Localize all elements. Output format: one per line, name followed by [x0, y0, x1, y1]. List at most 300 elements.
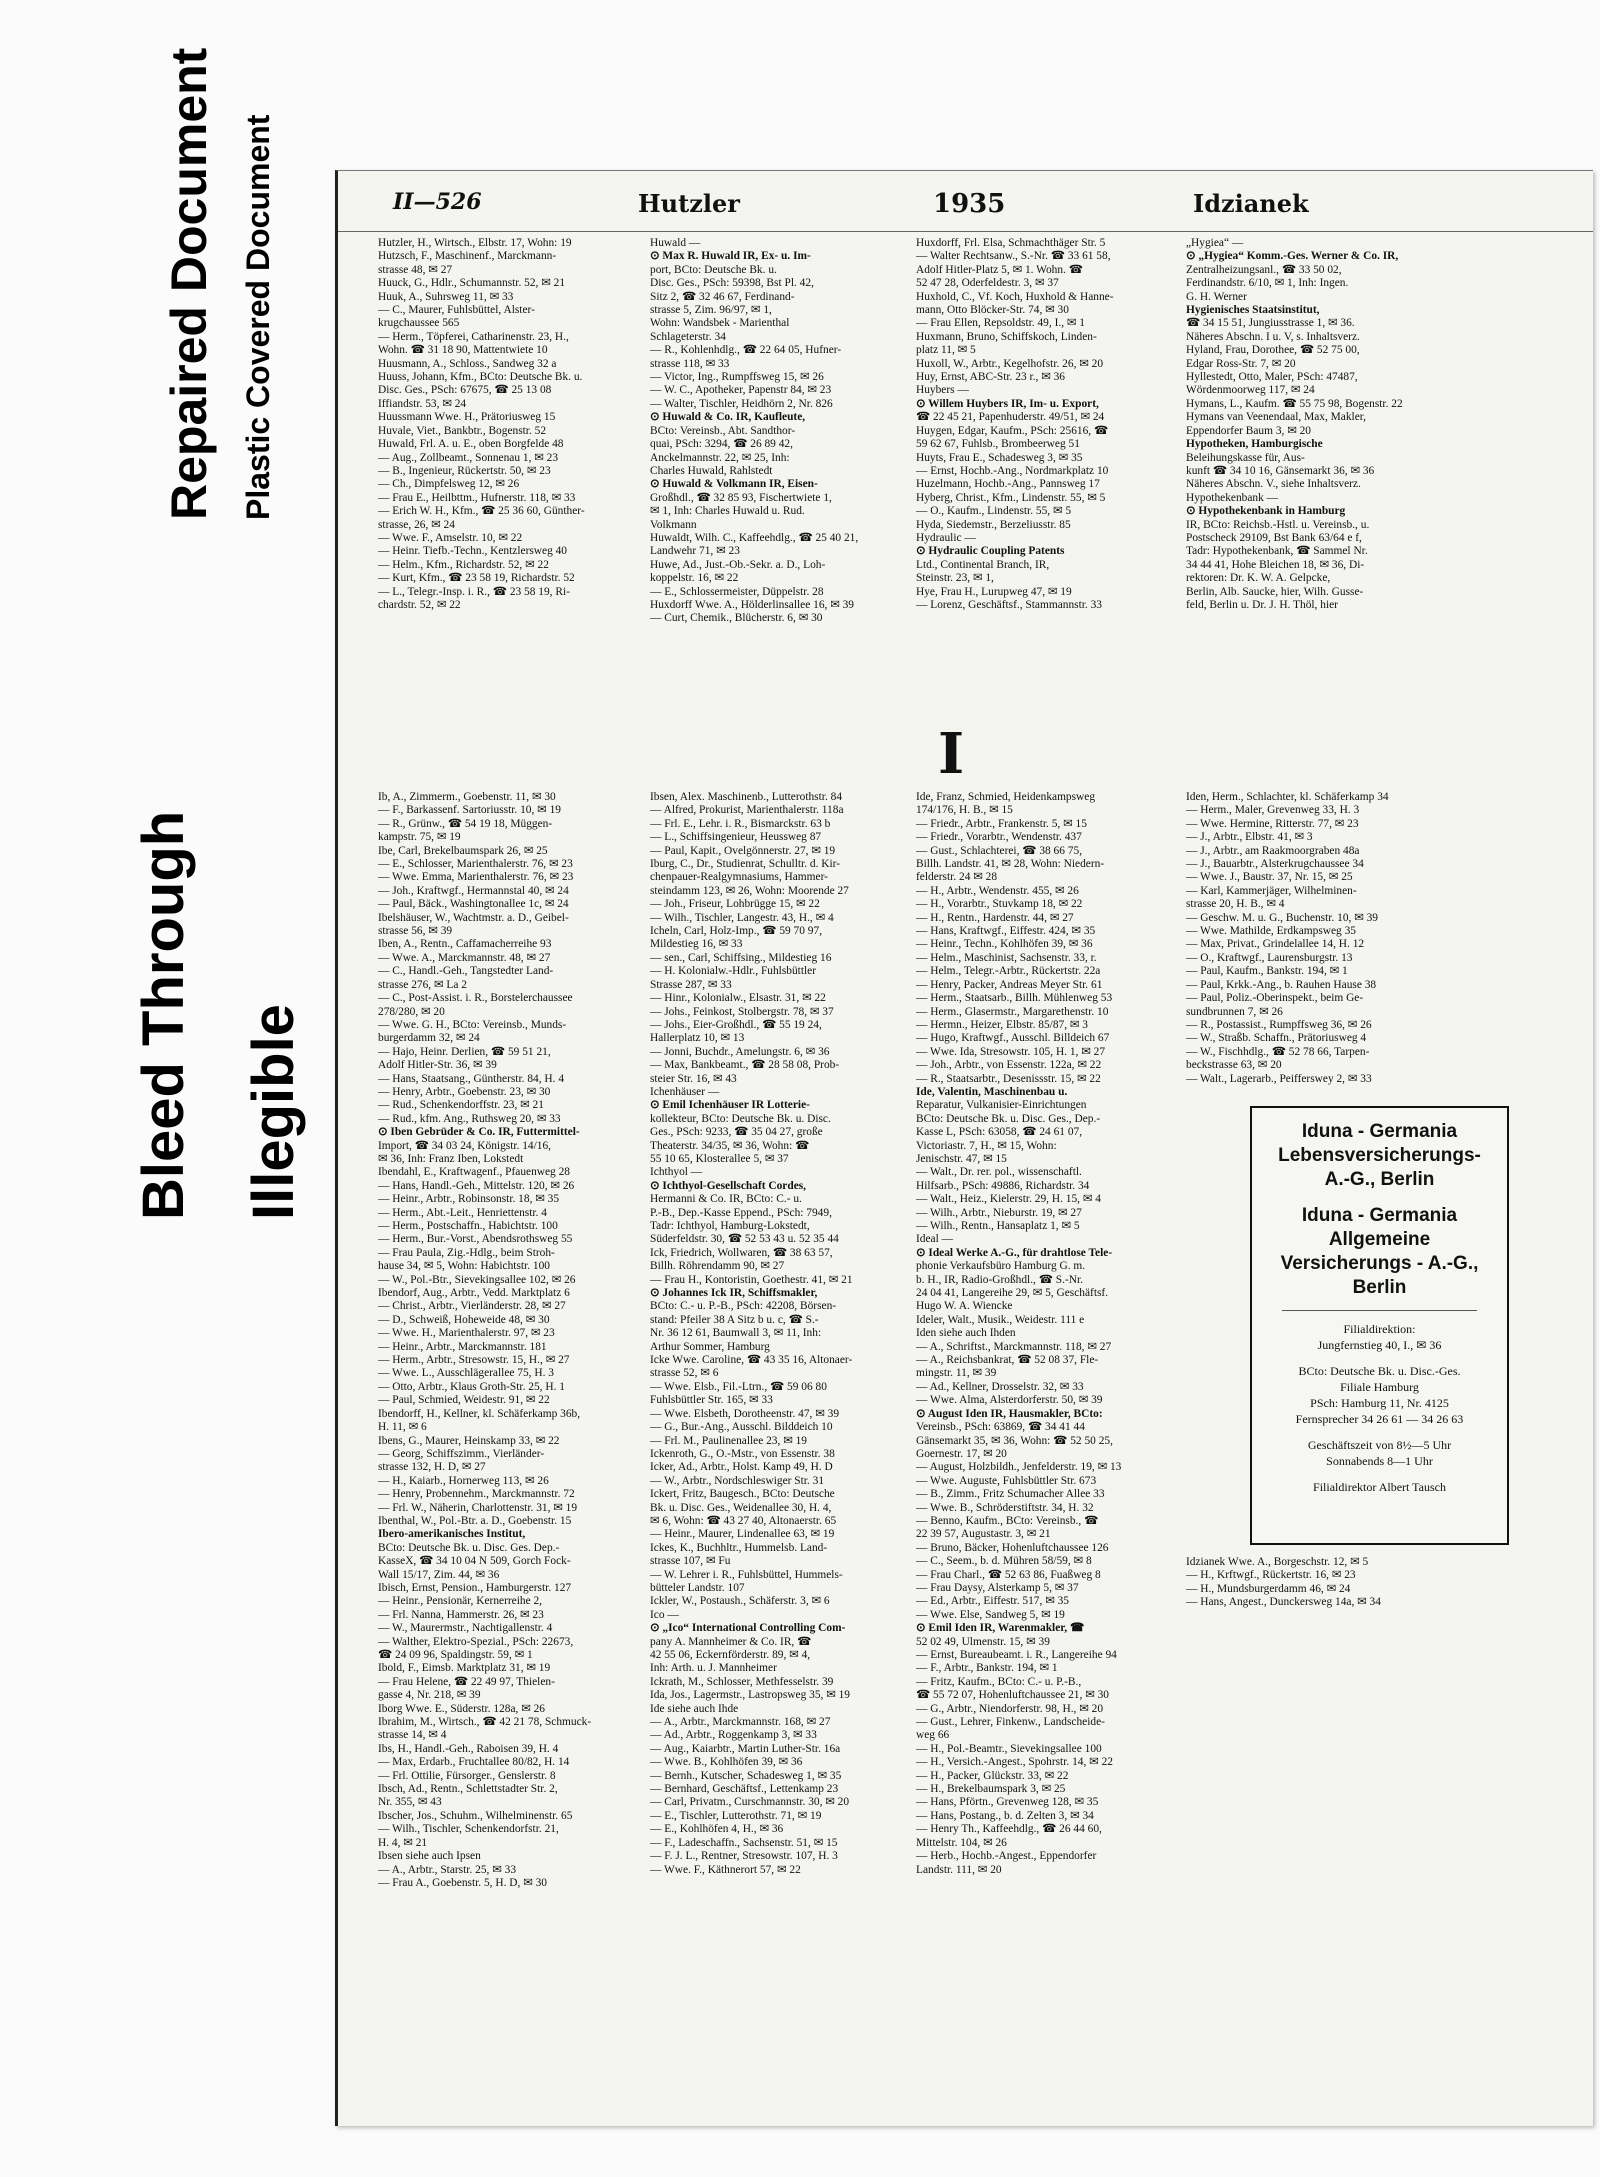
directory-entry: ✉ 1, Inh: Charles Huwald u. Rud. — [650, 505, 805, 518]
directory-entry: Ideler, Walt., Musik., Weidestr. 111 e — [916, 1313, 1085, 1326]
directory-entry: Adolf Hitler-Platz 5, ✉ 1. Wohn. ☎ — [916, 263, 1083, 276]
directory-entry: Iffiandstr. 53, ✉ 24 — [378, 397, 467, 410]
ad-title-line: Versicherungs - A.-G., — [1280, 1253, 1479, 1274]
directory-entry: Theaterstr. 34/35, ✉ 36, Wohn: ☎ — [650, 1139, 810, 1152]
directory-entry: Ltd., Continental Branch, IR, — [916, 558, 1050, 571]
directory-entry: H. 4, ✉ 21 — [378, 1836, 428, 1849]
directory-entry: Mittelstr. 104, ✉ 26 — [916, 1836, 1007, 1849]
label-plastic-covered: Plastic Covered Document — [240, 114, 276, 520]
directory-entry: ⊙ Ichthyol-Gesellschaft Cordes, — [650, 1179, 807, 1192]
ad-body-line: Filiale Hamburg — [1340, 1380, 1419, 1394]
directory-entry: BCto: Deutsche Bk. u. Disc. Ges., Dep.- — [916, 1112, 1101, 1125]
ad-body-line: Filialdirektor Albert Tausch — [1313, 1480, 1446, 1494]
ad-title-line: Lebensversicherungs- — [1278, 1145, 1481, 1166]
directory-entry: — Frl. E., Lehr. i. R., Bismarckstr. 63 b — [650, 817, 831, 830]
directory-entry: — Herm., Glasermstr., Margarethenstr. 10 — [916, 1005, 1109, 1018]
directory-entry: 55 10 65, Klosterallee 5, ✉ 37 — [650, 1152, 789, 1165]
iduna-advertisement — [1250, 1106, 1509, 1545]
header-rule — [338, 231, 1593, 232]
directory-entry: Ickrath, M., Schlosser, Methfesselstr. 39 — [650, 1675, 834, 1688]
directory-entry: — Walther, Elektro-Spezial., PSch: 22673, — [378, 1635, 574, 1648]
top-column-1 — [378, 237, 643, 707]
directory-entry: Iden siehe auch Ihden — [916, 1327, 1016, 1340]
directory-entry: — A., Arbtr., Starstr. 25, ✉ 33 — [378, 1863, 517, 1876]
directory-entry: — Rud., Schenkendorffstr. 23, ✉ 21 — [378, 1099, 544, 1112]
directory-entry: — Georg, Schiffszimm., Vierländer- — [378, 1447, 545, 1460]
directory-entry: Iburg, C., Dr., Studienrat, Schulltr. d. Kir- — [650, 858, 841, 871]
directory-entry: — B., Zimm., Fritz Schumacher Allee 33 — [916, 1488, 1105, 1501]
directory-entry: — Frl. M., Paulinenallee 23, ✉ 19 — [650, 1434, 807, 1447]
directory-entry: IR, BCto: Reichsb.-Hstl. u. Vereinsb., u. — [1186, 518, 1370, 531]
directory-entry: Ges., PSch: 9233, ☎ 35 04 27, große — [650, 1126, 823, 1139]
directory-entry: Iben, A., Rentn., Caffamacherreihe 93 — [378, 938, 552, 951]
directory-entry: Goernestr. 17, ✉ 20 — [916, 1447, 1007, 1460]
directory-entry: — Wilh., Rentn., Hansaplatz 1, ✉ 5 — [916, 1220, 1080, 1232]
directory-entry: Ibelshäuser, W., Wachtmstr. a. D., Geibel- — [378, 911, 569, 924]
directory-entry: steindamm 123, ✉ 26, Wohn: Moorende 27 — [650, 884, 849, 897]
directory-entry: — F. J. L., Rentner, Stresowstr. 107, H. 3 — [650, 1850, 838, 1863]
directory-entry: — Hans, Postang., b. d. Zelten 3, ✉ 34 — [916, 1809, 1094, 1822]
bottom-column-1 — [378, 791, 643, 2001]
directory-entry: BCto: Vereinsb., Abt. Sandthor- — [650, 424, 796, 437]
directory-entry: — Herm., Arbtr., Stresowstr. 15, H., ✉ 27 — [378, 1354, 570, 1367]
directory-entry: strasse 132, H. D, ✉ 27 — [378, 1461, 486, 1474]
directory-entry: Ibrahim, M., Wirtsch., ☎ 42 21 78, Schmuck- — [378, 1716, 592, 1729]
directory-entry: — A., Reichsbankrat, ☎ 52 08 37, Fle- — [916, 1354, 1099, 1367]
directory-entry: — Bernhard, Geschäftsf., Lettenkamp 23 — [650, 1783, 839, 1796]
directory-entry: 42 55 06, Eckernförderstr. 89, ✉ 4, — [650, 1649, 811, 1661]
directory-entry: — Johs., Feinkost, Stolbergstr. 78, ✉ 37 — [650, 1005, 834, 1018]
directory-entry: Strasse 287, ✉ 33 — [650, 978, 732, 991]
directory-entry: — Wwe. Hermine, Ritterstr. 77, ✉ 23 — [1186, 817, 1359, 830]
directory-entry: — Walt., Dr. rer. pol., wissenschaftl. — [916, 1166, 1082, 1179]
directory-entry: — Wilh., Arbtr., Nieburstr. 19, ✉ 27 — [916, 1206, 1082, 1219]
directory-entry: weg 66 — [916, 1729, 950, 1742]
directory-entry: Ide, Franz, Schmied, Heidenkampsweg — [916, 791, 1096, 803]
directory-entry: — Hugo, Kraftwgf., Ausschl. Billdeich 67 — [916, 1032, 1110, 1045]
directory-entry: — Ad., Kellner, Drosselstr. 32, ✉ 33 — [916, 1380, 1084, 1393]
directory-entry: strasse 20, H. B., ✉ 4 — [1186, 898, 1285, 911]
directory-entry: — Joh., Kraftwgf., Hermannstal 40, ✉ 24 — [378, 884, 569, 897]
directory-entry: — Frau E., Heilbttm., Hufnerstr. 118, ✉ 33 — [378, 491, 576, 504]
directory-entry: Hyland, Frau, Dorothee, ☎ 52 75 00, — [1186, 344, 1360, 357]
directory-entry: — Wwe. G. H., BCto: Vereinsb., Munds- — [378, 1018, 567, 1031]
directory-entry: Steinstr. 23, ✉ 1, — [916, 572, 994, 585]
directory-entry: ⊙ Ideal Werke A.-G., für drahtlose Tele- — [916, 1246, 1113, 1259]
ad-title-line: Iduna - Germania — [1301, 1205, 1458, 1226]
directory-entry: platz 11, ✉ 5 — [916, 344, 976, 357]
directory-entry: — Walter, Tischler, Heidhörn 2, Nr. 826 — [650, 397, 833, 410]
directory-entry: G. H. Werner — [1186, 290, 1247, 303]
directory-entry: — Frau Charl., ☎ 52 63 86, Fuaßweg 8 — [916, 1568, 1101, 1581]
directory-entry: — Otto, Arbtr., Klaus Groth-Str. 25, H. 1 — [378, 1380, 565, 1393]
directory-entry: 59 62 67, Fuhlsb., Brombeerweg 51 — [916, 438, 1080, 451]
directory-entry: strasse 118, ✉ 33 — [650, 357, 730, 370]
directory-entry: — H., Arbtr., Wendenstr. 455, ✉ 26 — [916, 884, 1079, 897]
directory-entry: Ibenthal, W., Pol.-Btr. a. D., Goebenstr. 15 — [378, 1514, 572, 1527]
directory-entry: hause 34, ✉ 5, Wohn: Habichtstr. 100 — [378, 1260, 550, 1273]
directory-entry: — Karl, Kammerjäger, Wilhelminen- — [1186, 884, 1357, 897]
directory-entry: — Hermn., Heizer, Elbstr. 85/87, ✉ 3 — [916, 1018, 1089, 1031]
directory-page — [335, 170, 1593, 2126]
directory-entry: Huwe, Ad., Just.-Ob.-Sekr. a. D., Loh- — [650, 558, 826, 571]
directory-entry: — D., Schweiß, Hoheweide 48, ✉ 30 — [378, 1313, 550, 1326]
directory-entry: — W., Arbtr., Nordschleswiger Str. 31 — [650, 1474, 825, 1487]
directory-entry: Huybers — — [916, 384, 969, 397]
directory-entry: Disc. Ges., PSch: 67675, ☎ 25 13 08 — [378, 384, 552, 397]
directory-entry: Hyllestedt, Otto, Maler, PSch: 47487, — [1186, 371, 1358, 384]
directory-entry: — Walt., Heiz., Kielerstr. 29, H. 15, ✉ 4 — [916, 1193, 1101, 1206]
directory-entry: — Wwe. Else, Sandweg 5, ✉ 19 — [916, 1608, 1065, 1621]
directory-entry: Ibendorf, Aug., Arbtr., Vedd. Marktplatz 6 — [378, 1287, 570, 1300]
directory-entry: — W. Lehrer i. R., Fuhlsbüttel, Hummels- — [650, 1568, 843, 1581]
section-letter: I — [938, 721, 965, 787]
directory-entry: — Ed., Arbtr., Eiffestr. 517, ✉ 35 — [916, 1595, 1069, 1608]
directory-entry: — Heinr., Techn., Kohlhöfen 39, ✉ 36 — [916, 938, 1093, 951]
directory-entry: — Frau H., Kontoristin, Goethestr. 41, ✉ 21 — [650, 1273, 853, 1286]
directory-entry: — Hans, Pförtn., Grevenweg 128, ✉ 35 — [916, 1796, 1099, 1809]
label-illegible: Illegible — [241, 1004, 306, 1220]
directory-entry: Mildestieg 16, ✉ 33 — [650, 938, 743, 951]
directory-entry: Volkmann — [650, 518, 697, 531]
directory-entry: — Herb., Hochb.-Angest., Eppendorfer — [916, 1850, 1097, 1863]
ad-title-line: Iduna - Germania — [1301, 1121, 1458, 1142]
directory-entry: Wohn: Wandsbek - Marienthal — [650, 317, 790, 330]
directory-entry: — O., Kaufm., Lindenstr. 55, ✉ 5 — [916, 505, 1072, 518]
directory-entry: — Ch., Dimpfelsweg 12, ✉ 26 — [378, 478, 520, 491]
ad-title-line: Berlin — [1352, 1277, 1407, 1298]
directory-entry: Ibsen siehe auch Ipsen — [378, 1850, 481, 1863]
directory-entry: BCto: Deutsche Bk. u. Disc. Ges. Dep.- — [378, 1541, 560, 1554]
directory-entry: Näheres Abschn. V., siehe Inhaltsverz. — [1186, 478, 1361, 491]
directory-entry: — Frl. Nanna, Hammerstr. 26, ✉ 23 — [378, 1608, 544, 1621]
label-repaired-document: Repaired Document — [161, 47, 217, 520]
directory-entry: strasse 107, ✉ Fu — [650, 1555, 731, 1568]
directory-entry: 22 39 57, Augustastr. 3, ✉ 21 — [916, 1528, 1051, 1541]
directory-entry: chardstr. 52, ✉ 22 — [378, 598, 461, 611]
directory-entry: — H., Packer, Glückstr. 33, ✉ 22 — [916, 1769, 1069, 1782]
directory-entry: Hyberg, Christ., Kfm., Lindenstr. 55, ✉ 5 — [916, 491, 1106, 504]
directory-entry: — Wilh., Tischler, Langestr. 43, H., ✉ 4 — [650, 911, 834, 924]
directory-entry: Iborg Wwe. E., Süderstr. 128a, ✉ 26 — [378, 1702, 545, 1715]
directory-entry: — W., Fischhdlg., ☎ 52 78 66, Tarpen- — [1186, 1045, 1370, 1058]
directory-entry: Ickler, W., Postaush., Schäferstr. 3, ✉ 6 — [650, 1595, 830, 1608]
directory-entry: — Paul, Bäck., Washingtonallee 1c, ✉ 24 — [378, 898, 569, 911]
directory-entry: Anckelmannstr. 22, ✉ 25, Inh: — [650, 451, 790, 464]
directory-entry: Huxoll, W., Arbtr., Kegelhofstr. 26, ✉ 20 — [916, 357, 1104, 370]
directory-entry: Ida, Jos., Lagermstr., Lastropsweg 35, ✉ 19 — [650, 1689, 850, 1702]
directory-entry: Sitz 2, ☎ 32 46 67, Ferdinand- — [650, 290, 795, 303]
directory-entry: 24 04 41, Langereihe 29, ✉ 5, Geschäftsf. — [916, 1287, 1109, 1300]
directory-entry: — C., Maurer, Fuhlsbüttel, Alster- — [378, 304, 535, 317]
directory-entry: — Wwe. F., Käthnerort 57, ✉ 22 — [650, 1863, 801, 1876]
directory-entry: — Paul, Schmied, Weidestr. 91, ✉ 22 — [378, 1394, 550, 1407]
directory-entry: — Wwe. Elsb., Fil.-Ltrn., ☎ 59 06 80 — [650, 1380, 827, 1393]
directory-entry: — Johs., Eier-Großhdl., ☎ 55 19 24, — [650, 1018, 822, 1031]
directory-entry: Huwald, Frl. A. u. E., oben Borgfelde 48 — [378, 438, 564, 451]
directory-entry: Ide siehe auch Ihde — [650, 1702, 739, 1715]
directory-entry: — H., Pol.-Beamtr., Sievekingsallee 100 — [916, 1742, 1102, 1755]
directory-entry: — Wwe. Alma, Alsterdorferstr. 50, ✉ 39 — [916, 1394, 1103, 1407]
directory-entry: — A., Arbtr., Marckmannstr. 168, ✉ 27 — [650, 1716, 831, 1729]
directory-entry: ⊙ Hydraulic Coupling Patents — [916, 545, 1065, 558]
directory-entry: Hallerplatz 10, ✉ 13 — [650, 1032, 745, 1045]
directory-entry: ☎ 24 09 96, Spaldingstr. 59, ✉ 1 — [378, 1649, 533, 1661]
directory-entry: gasse 4, Nr. 218, ✉ 39 — [378, 1689, 481, 1702]
directory-entry: — Joh., Friseur, Lohbrügge 15, ✉ 22 — [650, 898, 820, 911]
directory-entry: — Henry, Probennehm., Marckmannstr. 72 — [378, 1488, 575, 1501]
directory-entry: — Paul, Kaufm., Bankstr. 194, ✉ 1 — [1186, 965, 1348, 978]
directory-entry: Postscheck 29109, Bst Bank 63/64 e f, — [1186, 531, 1362, 544]
directory-entry: Hutzler, H., Wirtsch., Elbstr. 17, Wohn: 19 — [378, 237, 572, 249]
directory-entry: — E., Kohlhöfen 4, H., ✉ 36 — [650, 1823, 784, 1836]
ad-title-line: Allgemeine — [1328, 1229, 1431, 1250]
directory-entry: Ickes, K., Buchhltr., Hummelsb. Land- — [650, 1541, 828, 1554]
bottom-column-2 — [650, 791, 910, 2001]
directory-entry: — E., Schlossermeister, Düppelstr. 28 — [650, 585, 824, 598]
directory-entry: — W., Maurermstr., Nachtigallenstr. 4 — [378, 1622, 553, 1635]
directory-entry: — H., Kaiarb., Hornerweg 113, ✉ 26 — [378, 1474, 549, 1487]
ad-body-line: Geschäftszeit von 8½—5 Uhr — [1307, 1438, 1452, 1452]
directory-entry: — Henry, Packer, Andreas Meyer Str. 61 — [916, 978, 1103, 991]
directory-entry: Hilfsarb., PSch: 49886, Richardstr. 34 — [916, 1179, 1090, 1192]
directory-entry: ⊙ Huwald & Volkmann IR, Eisen- — [650, 478, 818, 491]
directory-entry: — Hans, Handl.-Geh., Mittelstr. 120, ✉ 26 — [378, 1179, 575, 1192]
ad-body-block — [1252, 1321, 1507, 1495]
directory-entry: — Wwe. J., Baustr. 37, Nr. 15, ✉ 25 — [1186, 871, 1353, 884]
directory-entry: — Paul, Krkk.-Ang., b. Rauhen Hause 38 — [1186, 978, 1377, 991]
directory-entry: — W. C., Apotheker, Papenstr 84, ✉ 23 — [650, 384, 832, 397]
directory-entry: feld, Berlin u. Dr. J. H. Thöl, hier — [1186, 598, 1338, 611]
directory-entry: strasse, 26, ✉ 24 — [378, 518, 455, 531]
directory-entry: — E., Schlosser, Marienthalerstr. 76, ✉ 23 — [378, 858, 573, 871]
directory-entry: — Christ., Arbtr., Vierländerstr. 28, ✉ 27 — [378, 1300, 566, 1313]
ad-divider — [1282, 1310, 1477, 1311]
directory-entry: Edgar Ross-Str. 7, ✉ 20 — [1186, 357, 1296, 370]
directory-entry: — Helm., Maschinist, Sachsenstr. 33, r. — [916, 951, 1097, 964]
directory-entry: Ichenhäuser — — [650, 1085, 720, 1098]
directory-entry: Ibendorff, H., Kellner, kl. Schäferkamp 36b, — [378, 1407, 581, 1420]
directory-entry: Ico — — [650, 1608, 679, 1621]
directory-entry: Ibs, H., Handl.-Geh., Raboisen 39, H. 4 — [378, 1742, 559, 1755]
directory-entry: Ibscher, Jos., Schuhm., Wilhelminenstr. 65 — [378, 1809, 573, 1822]
directory-entry: krugchaussee 565 — [378, 317, 460, 330]
directory-entry: — sen., Carl, Schiffsing., Mildestieg 16 — [650, 951, 832, 964]
directory-entry: — R., Staatsarbtr., Desenissstr. 15, ✉ 22 — [916, 1072, 1101, 1085]
directory-entry: ✉ 36, Inh: Franz Iben, Lokstedt — [378, 1152, 524, 1165]
directory-entry: — Ad., Arbtr., Roggenkamp 3, ✉ 33 — [650, 1729, 817, 1742]
directory-entry: P.-B., Dep.-Kasse Eppend., PSch: 7949, — [650, 1206, 832, 1219]
ad-title-line: A.-G., Berlin — [1324, 1169, 1435, 1190]
directory-entry: — F., Ladeschaffn., Sachsenstr. 51, ✉ 15 — [650, 1836, 838, 1849]
directory-entry: „Hygiea“ — — [1186, 237, 1244, 249]
directory-entry: — J., Bauarbtr., Alsterkrugchaussee 34 — [1186, 858, 1364, 871]
directory-entry: — Frau A., Goebenstr. 5, H. D, ✉ 30 — [378, 1876, 548, 1889]
directory-entry: — R., Kohlenhdlg., ☎ 22 64 05, Hufner- — [650, 344, 842, 357]
directory-entry: Ibe, Carl, Brekelbaumspark 26, ✉ 25 — [378, 844, 548, 857]
directory-entry: Wall 15/17, Zim. 44, ✉ 36 — [378, 1568, 500, 1581]
directory-entry: — H., Mundsburgerdamm 46, ✉ 24 — [1186, 1582, 1351, 1595]
directory-entry: ☎ 55 72 07, Hohenluftchaussee 21, ✉ 30 — [916, 1689, 1109, 1702]
ad-body-line: Jungfernstieg 40, I., ✉ 36 — [1317, 1338, 1442, 1352]
directory-entry: ⊙ Willem Huybers IR, Im- u. Export, — [916, 397, 1099, 410]
directory-entry: Ib, A., Zimmerm., Goebenstr. 11, ✉ 30 — [378, 791, 556, 803]
ad-body-line: Sonnabends 8—1 Uhr — [1326, 1454, 1433, 1468]
directory-entry: 174/176, H. B., ✉ 15 — [916, 804, 1013, 817]
directory-entry: Huusmann, A., Schloss., Sandweg 32 a — [378, 357, 557, 370]
directory-entry: Icke Wwe. Caroline, ☎ 43 35 16, Altonaer- — [650, 1354, 853, 1367]
directory-entry: Fuhlsbüttler Str. 165, ✉ 33 — [650, 1394, 773, 1407]
directory-entry: — L., Telegr.-Insp. i. R., ☎ 23 58 19, Ri- — [378, 585, 570, 598]
directory-entry: — Ernst, Hochb.-Ang., Nordmarkplatz 10 — [916, 464, 1109, 477]
directory-entry: — Herm., Postschaffn., Habichtstr. 100 — [378, 1220, 558, 1232]
directory-entry: — Heinr. Tiefb.-Techn., Kentzlersweg 40 — [378, 545, 568, 558]
directory-entry: — Alfred, Prokurist, Marienthalerstr. 118a — [650, 804, 844, 817]
directory-entry: — Heinr., Arbtr., Robinsonstr. 18, ✉ 35 — [378, 1193, 560, 1206]
directory-entry: Ibsch, Ad., Rentn., Schlettstadter Str. 2, — [378, 1783, 558, 1796]
directory-entry: Huuck, G., Hdlr., Schumannstr. 52, ✉ 21 — [378, 277, 566, 290]
directory-entry: — Carl, Privatm., Curschmannstr. 30, ✉ 20 — [650, 1796, 850, 1809]
directory-entry: burgerdamm 32, ✉ 24 — [378, 1032, 480, 1045]
directory-entry: — Gust., Lehrer, Finkenw., Landscheide- — [916, 1716, 1105, 1729]
directory-entry: strasse 48, ✉ 27 — [378, 263, 453, 276]
directory-entry: port, BCto: Deutsche Bk. u. — [650, 263, 777, 276]
directory-entry: Huxhold, C., Vf. Koch, Huxhold & Hanne- — [916, 290, 1114, 303]
directory-entry: — Erich W. H., Kfm., ☎ 25 36 60, Günther- — [378, 505, 585, 518]
bottom-column-4-tail — [1186, 1556, 1456, 1636]
directory-entry: Icheln, Carl, Holz-Imp., ☎ 59 70 97, — [650, 925, 823, 938]
directory-entry: — J., Arbtr., Elbstr. 41, ✉ 3 — [1186, 831, 1313, 844]
directory-entry: — Walter Rechtsanw., S.-Nr. ☎ 33 61 58, — [916, 250, 1111, 263]
directory-entry: pany A. Mannheimer & Co. IR, ☎ — [650, 1635, 812, 1648]
ad-title-block — [1252, 1120, 1507, 1300]
ad-body-line: Filialdirektion: — [1343, 1322, 1416, 1336]
directory-entry: — Henry Th., Kaffeehdlg., ☎ 26 44 60, — [916, 1823, 1102, 1836]
directory-entry: Billh. Röhrendamm 90, ✉ 27 — [650, 1260, 785, 1273]
directory-entry: — L., Schiffsingenieur, Heussweg 87 — [650, 831, 822, 844]
directory-entry: — Herm., Staatsarb., Billh. Mühlenweg 53 — [916, 992, 1113, 1005]
directory-entry: — Wwe. Elsbeth, Dorotheenstr. 47, ✉ 39 — [650, 1407, 840, 1420]
directory-entry: — Hans, Angest., Dunckersweg 14a, ✉ 34 — [1186, 1596, 1381, 1609]
directory-entry: strasse 14, ✉ 4 — [378, 1729, 447, 1742]
directory-entry: stand: Pfeiler 38 A Sitz b u. c, ☎ S.- — [650, 1313, 819, 1326]
directory-entry: — C., Post-Assist. i. R., Borstelerchaussee — [378, 992, 573, 1005]
directory-entry: Huzelmann, Hochb.-Ang., Pannsweg 17 — [916, 478, 1100, 491]
directory-entry: ⊙ „Hygiea“ Komm.-Ges. Werner & Co. IR, — [1186, 250, 1399, 263]
directory-entry: Victoriastr. 7, H., ✉ 15, Wohn: — [916, 1139, 1057, 1152]
directory-entry: — H., Versich.-Angest., Spohrstr. 14, ✉ 22 — [916, 1756, 1113, 1769]
directory-entry: 34 44 41, Hohe Bleichen 18, ✉ 36, Di- — [1186, 558, 1365, 571]
directory-entry: Nr. 36 12 61, Baumwall 3, ✉ 11, Inh: — [650, 1327, 822, 1340]
directory-entry: Ibsen, Alex. Maschinenb., Lutterothstr. 84 — [650, 791, 843, 803]
directory-entry: Billh. Landstr. 41, ✉ 28, Wohn: Niedern- — [916, 858, 1105, 871]
header-last-word: Idzianek — [1193, 189, 1309, 218]
directory-entry: — Bernh., Kutscher, Schadesweg 1, ✉ 35 — [650, 1769, 842, 1782]
directory-entry: ⊙ Emil Iden IR, Warenmakler, ☎ — [916, 1622, 1085, 1635]
directory-entry: Huwald — — [650, 237, 701, 249]
directory-entry: Huvale, Viet., Bankbtr., Bogenstr. 52 — [378, 424, 547, 437]
top-column-3 — [916, 237, 1181, 707]
directory-entry: Landwehr 71, ✉ 23 — [650, 545, 740, 558]
directory-entry: ☎ 34 15 51, Jungiusstrasse 1, ✉ 36. — [1186, 317, 1355, 330]
directory-entry: Hymans van Veenendaal, Max, Makler, — [1186, 411, 1366, 424]
directory-entry: — C., Handl.-Geh., Tangstedter Land- — [378, 965, 554, 978]
directory-entry: Huygen, Edgar, Kaufm., PSch: 25616, ☎ — [916, 424, 1109, 437]
directory-entry: H. 11, ✉ 6 — [378, 1421, 427, 1434]
directory-entry: — J., Arbtr., am Raakmoorgraben 48a — [1186, 844, 1360, 857]
directory-entry: — Jonni, Buchdr., Amelungstr. 6, ✉ 36 — [650, 1045, 830, 1058]
directory-entry: — Wwe. Mathilde, Erdkampsweg 35 — [1186, 925, 1356, 938]
directory-entry: — Curt, Chemik., Blücherstr. 6, ✉ 30 — [650, 612, 823, 625]
directory-entry: — Frl. Ottilie, Fürsorger., Genslerstr. 8 — [378, 1769, 556, 1782]
directory-entry: — Heinr., Pensionär, Kernerreihe 2, — [378, 1595, 543, 1608]
directory-entry: — Heinr., Maurer, Lindenallee 63, ✉ 19 — [650, 1528, 835, 1541]
directory-entry: Nr. 355, ✉ 43 — [378, 1796, 442, 1809]
directory-entry: — W., Straßb. Schaffn., Prätoriusweg 4 — [1186, 1032, 1367, 1045]
directory-entry: Eppendorfer Baum 3, ✉ 20 — [1186, 424, 1312, 437]
directory-entry: — Frau Daysy, Alsterkamp 5, ✉ 37 — [916, 1581, 1079, 1594]
directory-entry: ⊙ August Iden IR, Hausmakler, BCto: — [916, 1407, 1103, 1420]
directory-entry: — Friedr., Vorarbtr., Wendenstr. 437 — [916, 831, 1082, 844]
directory-entry: Huwaldt, Wilh. C., Kaffeehdlg., ☎ 25 40 21, — [650, 531, 859, 544]
directory-entry: — Frau Helene, ☎ 22 49 97, Thielen- — [378, 1675, 555, 1688]
directory-entry: — Rud., kfm. Ang., Ruthsweg 20, ✉ 33 — [378, 1112, 561, 1125]
directory-entry: Wohn. ☎ 31 18 90, Mattentwiete 10 — [378, 344, 548, 357]
directory-entry: — Wwe. A., Marckmannstr. 48, ✉ 27 — [378, 951, 551, 964]
directory-entry: Süderfeldstr. 30, ☎ 52 53 43 u. 52 35 44 — [650, 1233, 839, 1246]
directory-entry: Hye, Frau H., Lurupweg 47, ✉ 19 — [916, 585, 1072, 598]
directory-entry: Hyda, Siedemstr., Berzeliusstr. 85 — [916, 518, 1071, 531]
directory-entry: — Wwe. F., Amselstr. 10, ✉ 22 — [378, 531, 523, 544]
directory-entry: — H., Rentn., Hardenstr. 44, ✉ 27 — [916, 911, 1074, 924]
directory-entry: Adolf Hitler-Str. 36, ✉ 39 — [378, 1059, 497, 1072]
directory-entry: Hydraulic — — [916, 531, 976, 544]
directory-entry: quai, PSch: 3294, ☎ 26 89 42, — [650, 438, 793, 451]
directory-entry: Icker, Ad., Arbtr., Holst. Kamp 49, H. D — [650, 1461, 833, 1474]
directory-entry: — Fritz, Kaufm., BCto: C.- u. P.-B., — [916, 1675, 1082, 1688]
directory-entry: strasse 5, Zim. 96/97, ✉ 1, — [650, 304, 772, 317]
directory-entry: — Frau Ellen, Repsoldstr. 49, I., ✉ 1 — [916, 317, 1086, 330]
directory-entry: — Aug., Kaiarbtr., Martin Luther-Str. 16a — [650, 1742, 841, 1755]
directory-entry: Ickenroth, G., O.-Mstr., von Essenstr. 38 — [650, 1447, 835, 1460]
directory-entry: Beleihungskasse für, Aus- — [1186, 451, 1305, 464]
page-header — [338, 189, 1593, 229]
directory-entry: — C., Seem., b. d. Mühren 58/59, ✉ 8 — [916, 1555, 1092, 1568]
directory-entry: Ickert, Fritz, Baugesch., BCto: Deutsche — [650, 1488, 835, 1501]
header-year: 1935 — [933, 189, 1006, 219]
directory-entry: Ichthyol — — [650, 1166, 703, 1179]
directory-entry: chenpauer-Realgymnasiums, Hammer- — [650, 871, 828, 884]
directory-entry: strasse 56, ✉ 39 — [378, 925, 453, 938]
directory-entry: Inh: Arth. u. J. Mannheimer — [650, 1662, 777, 1675]
directory-entry: — G., Arbtr., Niendorferstr. 98, H., ✉ 20 — [916, 1702, 1104, 1715]
directory-entry: Charles Huwald, Rahlstedt — [650, 464, 773, 477]
directory-entry: Hygienisches Staatsinstitut, — [1186, 304, 1320, 317]
directory-entry: strasse 52, ✉ 6 — [650, 1367, 719, 1380]
directory-entry: Huxdorff, Frl. Elsa, Schmachthäger Str. 5 — [916, 237, 1106, 249]
directory-entry: ⊙ Huwald & Co. IR, Kaufleute, — [650, 411, 806, 424]
directory-entry: — A., Schriftst., Marckmannstr. 118, ✉ 27 — [916, 1340, 1112, 1353]
directory-entry: Ick, Friedrich, Wollwaren, ☎ 38 63 57, — [650, 1246, 833, 1259]
directory-entry: Zentralheizungsanl., ☎ 33 50 02, — [1186, 263, 1342, 276]
directory-entry: — Victor, Ing., Rumpffsweg 15, ✉ 26 — [650, 371, 824, 384]
directory-entry: rektoren: Dr. K. W. A. Gelpcke, — [1186, 572, 1331, 585]
directory-entry: Kasse L, PSch: 63058, ☎ 24 61 07, — [916, 1126, 1083, 1139]
directory-entry: — Max, Bankbeamt., ☎ 28 58 08, Prob- — [650, 1059, 840, 1072]
directory-entry: Ibendahl, E., Kraftwagenf., Pfauenweg 28 — [378, 1166, 570, 1179]
directory-entry: ⊙ Emil Ichenhäuser IR Lotterie- — [650, 1099, 810, 1112]
directory-entry: Hypothekenbank — — [1186, 491, 1279, 504]
